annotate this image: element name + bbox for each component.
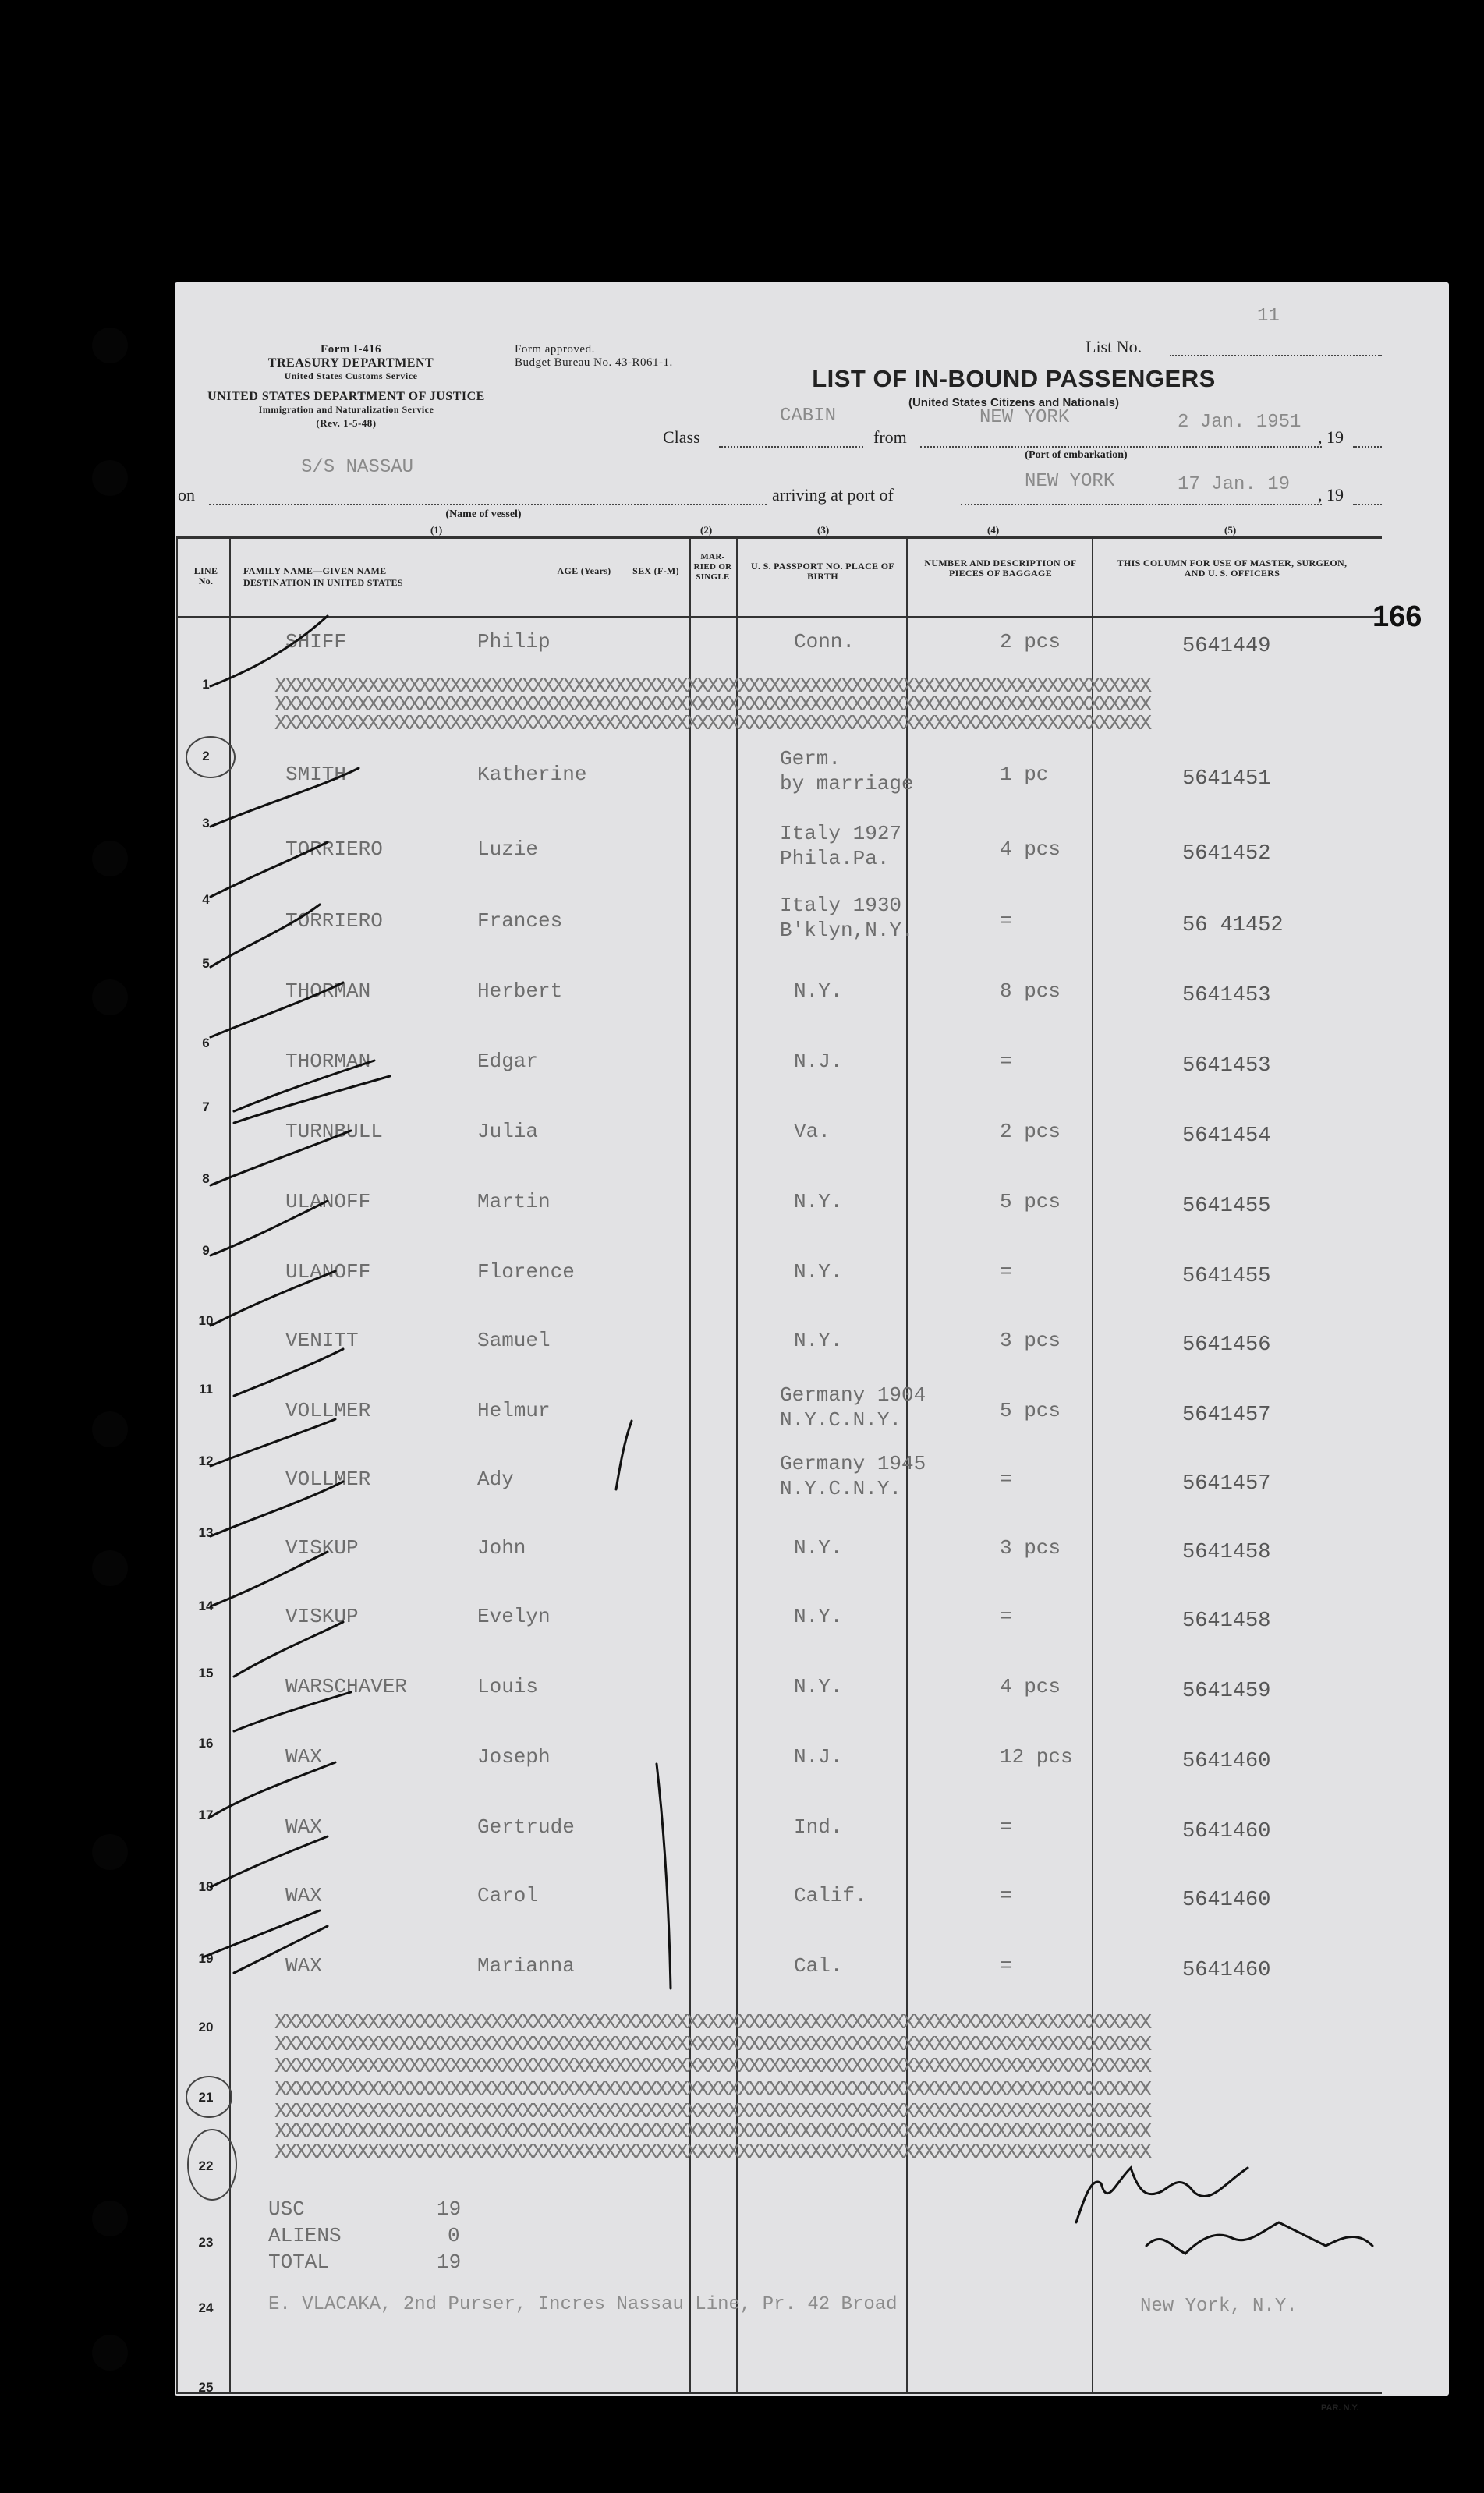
form-approved: Form approved. <box>515 343 595 356</box>
baggage: = <box>1000 1954 1012 1978</box>
check-mark <box>211 1131 351 1185</box>
usc-value: 19 <box>437 2197 462 2221</box>
form-title: LIST OF IN-BOUND PASSENGERS <box>812 365 1216 392</box>
birth-place: Conn. <box>794 630 855 653</box>
family-name: ULANOFF <box>285 1260 371 1284</box>
birth-place-line2: Phila.Pa. <box>780 847 890 870</box>
purser-signature-line: E. VLACAKA, 2nd Purser, Incres Nassau Line, Pr. 42 Broad <box>268 2294 898 2315</box>
col-head-married: MAR-RIED OR SINGLE <box>693 552 732 582</box>
check-mark <box>234 1926 328 1973</box>
strikeout-row: XXXXXXXXXXXXXXXXXXXXXXXXXXXXXXXXXXXXXXXXXXXXXXXXXXXXXXXXXXXXXXXXXXXXXXXXXXXXXXXXXXXXX <box>274 2012 1150 2035</box>
check-mark <box>211 768 359 827</box>
given-name: Edgar <box>477 1050 539 1073</box>
family-name: VOLLMER <box>285 1399 371 1422</box>
page-number: 166 <box>1372 600 1422 633</box>
birth-place: N.Y. <box>794 1536 843 1560</box>
check-mark <box>211 1836 328 1887</box>
check-mark <box>211 905 320 967</box>
given-name: Katherine <box>477 763 587 786</box>
given-name: Martin <box>477 1190 551 1213</box>
line-number: 3 <box>202 816 210 830</box>
from-value: NEW YORK <box>979 407 1070 428</box>
form-number: Form I-416 <box>321 343 381 356</box>
baggage: 1 pc <box>1000 763 1049 786</box>
baggage: = <box>1000 1815 1012 1839</box>
line-number: 19 <box>198 1951 214 1966</box>
officer-number: 5641451 <box>1182 767 1271 791</box>
customs-service: United States Customs Service <box>284 370 418 381</box>
arriving-value: NEW YORK <box>1025 471 1115 492</box>
line-number: 2 <box>202 749 210 763</box>
vessel-value: S/S NASSAU <box>301 457 414 478</box>
line-number: 18 <box>198 1879 214 1894</box>
from-year-suffix: , 19 <box>1318 427 1344 447</box>
given-name: Samuel <box>477 1329 551 1352</box>
strikeout-row: XXXXXXXXXXXXXXXXXXXXXXXXXXXXXXXXXXXXXXXXXXXXXXXXXXXXXXXXXXXXXXXXXXXXXXXXXXXXXXXXXXXXX <box>274 2079 1150 2102</box>
line-number: 6 <box>202 1036 210 1050</box>
class-value: CABIN <box>780 405 837 427</box>
officer-number: 5641453 <box>1182 984 1271 1007</box>
baggage: 4 pcs <box>1000 1675 1061 1698</box>
col-number-3: (3) <box>817 524 830 536</box>
birth-place: Italy 1930 <box>780 894 902 917</box>
officer-number: 5641453 <box>1182 1054 1271 1078</box>
given-name: Florence <box>477 1260 575 1284</box>
col-head-family: FAMILY NAME—GIVEN NAME <box>243 565 387 576</box>
strikeout-row: XXXXXXXXXXXXXXXXXXXXXXXXXXXXXXXXXXXXXXXXXXXXXXXXXXXXXXXXXXXXXXXXXXXXXXXXXXXXXXXXXXXXX <box>274 694 1150 717</box>
line-number: 21 <box>198 2090 214 2105</box>
birth-place: N.Y. <box>794 1605 843 1628</box>
given-name: Luzie <box>477 837 539 861</box>
vessel-caption: (Name of vessel) <box>445 508 522 520</box>
birth-place-line2: by marriage <box>780 772 914 795</box>
strikeout-row: XXXXXXXXXXXXXXXXXXXXXXXXXXXXXXXXXXXXXXXXXXXXXXXXXXXXXXXXXXXXXXXXXXXXXXXXXXXXXXXXXXXXX <box>274 2034 1150 2057</box>
family-name: THORMAN <box>285 1050 371 1073</box>
strikeout-row: XXXXXXXXXXXXXXXXXXXXXXXXXXXXXXXXXXXXXXXXXXXXXXXXXXXXXXXXXXXXXXXXXXXXXXXXXXXXXXXXXXXXX <box>274 2056 1150 2079</box>
line-number: 25 <box>198 2380 214 2395</box>
family-name: VISKUP <box>285 1605 359 1628</box>
birth-place: N.Y. <box>794 1260 843 1284</box>
check-mark <box>234 1622 343 1677</box>
given-name: Philip <box>477 630 551 653</box>
family-name: THORMAN <box>285 979 371 1003</box>
birth-place: N.J. <box>794 1745 843 1769</box>
initials-scrawl <box>1076 2168 1248 2222</box>
col-head-baggage: NUMBER AND DESCRIPTION OF PIECES OF BAGGAGE <box>924 558 1077 579</box>
form-subtitle: (United States Citizens and Nationals) <box>908 396 1120 409</box>
family-name: SHIFF <box>285 630 347 653</box>
treasury-dept: TREASURY DEPARTMENT <box>267 356 434 370</box>
given-name: Evelyn <box>477 1605 551 1628</box>
baggage: 12 pcs <box>1000 1745 1073 1769</box>
total-label: TOTAL <box>268 2250 330 2274</box>
officer-number: 5641457 <box>1182 1404 1271 1427</box>
aliens-value: 0 <box>448 2224 460 2247</box>
bracket-line <box>657 1764 671 1988</box>
baggage: = <box>1000 1468 1012 1491</box>
purser-city: New York, N.Y. <box>1140 2296 1298 2317</box>
baggage: = <box>1000 1884 1012 1907</box>
col-head-line: LINE No. <box>193 565 218 586</box>
family-name: VOLLMER <box>285 1468 371 1491</box>
list-no-label: List No. <box>1086 337 1142 356</box>
given-name: Gertrude <box>477 1815 575 1839</box>
baggage: 4 pcs <box>1000 837 1061 861</box>
col-head-destination: DESTINATION IN UNITED STATES <box>243 577 403 588</box>
col-number-5: (5) <box>1224 524 1237 536</box>
birth-place: N.Y. <box>794 1329 843 1352</box>
top-mark: 11 <box>1257 306 1280 327</box>
family-name: TORRIERO <box>285 909 383 933</box>
col-head-officers: THIS COLUMN FOR USE OF MASTER, SURGEON, AND U. S. OFFICERS <box>1117 558 1348 579</box>
birth-place: Germany 1904 <box>780 1383 926 1407</box>
birth-place: Ind. <box>794 1815 843 1839</box>
baggage: 5 pcs <box>1000 1190 1061 1213</box>
baggage: 2 pcs <box>1000 630 1061 653</box>
initials-scrawl <box>1146 2222 1372 2254</box>
birth-place: Germany 1945 <box>780 1452 926 1475</box>
line-number: 13 <box>198 1525 214 1540</box>
check-mark <box>211 1482 343 1536</box>
birth-place-line2: N.Y.C.N.Y. <box>780 1477 902 1500</box>
baggage: = <box>1000 1050 1012 1073</box>
birth-place: N.J. <box>794 1050 843 1073</box>
col-head-passport: U. S. PASSPORT NO. PLACE OF BIRTH <box>751 561 894 582</box>
check-mark <box>211 842 328 897</box>
col-number-4: (4) <box>987 524 1000 536</box>
officer-number: 5641449 <box>1182 635 1271 658</box>
line-number: 1 <box>202 677 210 692</box>
birth-place-line2: N.Y.C.N.Y. <box>780 1408 902 1432</box>
given-name: John <box>477 1536 526 1560</box>
check-mark <box>211 983 343 1037</box>
on-label: on <box>178 485 195 505</box>
birth-place: Cal. <box>794 1954 843 1978</box>
check-mark <box>211 1552 328 1606</box>
officer-number: 56 41452 <box>1182 914 1284 937</box>
line-number: 5 <box>202 956 210 971</box>
line-number: 22 <box>198 2158 214 2173</box>
total-value: 19 <box>437 2250 462 2274</box>
check-mark <box>211 1201 328 1255</box>
strikeout-row: XXXXXXXXXXXXXXXXXXXXXXXXXXXXXXXXXXXXXXXXXXXXXXXXXXXXXXXXXXXXXXXXXXXXXXXXXXXXXXXXXXXXX <box>274 2121 1150 2144</box>
given-name: Helmur <box>477 1399 551 1422</box>
given-name: Carol <box>477 1884 539 1907</box>
given-name: Herbert <box>477 979 563 1003</box>
check-mark <box>211 1419 335 1466</box>
class-label: Class <box>663 427 700 447</box>
line-number: 8 <box>202 1171 210 1186</box>
check-mark <box>234 1349 343 1396</box>
given-name: Louis <box>477 1675 539 1698</box>
birth-place: Va. <box>794 1120 831 1143</box>
strikeout-row: XXXXXXXXXXXXXXXXXXXXXXXXXXXXXXXXXXXXXXXXXXXXXXXXXXXXXXXXXXXXXXXXXXXXXXXXXXXXXXXXXXXXX <box>274 675 1150 699</box>
justice-dept: UNITED STATES DEPARTMENT OF JUSTICE <box>207 390 485 403</box>
line-number: 11 <box>199 1382 213 1397</box>
birth-place: Calif. <box>794 1884 867 1907</box>
check-mark <box>211 1271 335 1326</box>
line-number: 24 <box>198 2300 214 2315</box>
officer-number: 5641460 <box>1182 1959 1271 1982</box>
line-number: 10 <box>198 1313 214 1328</box>
from-date: 2 Jan. 1951 <box>1178 412 1302 433</box>
given-name: Joseph <box>477 1745 551 1769</box>
col-head-sex: SEX (F-M) <box>632 565 679 576</box>
check-mark <box>211 616 328 686</box>
family-name: ULANOFF <box>285 1190 371 1213</box>
line-number: 17 <box>198 1808 214 1822</box>
col-head-age: AGE (Years) <box>557 565 611 576</box>
line-number: 14 <box>198 1599 214 1613</box>
revision: (Rev. 1-5-48) <box>316 417 377 429</box>
officer-number: 5641455 <box>1182 1195 1271 1218</box>
given-name: Marianna <box>477 1954 575 1978</box>
family-name: TORRIERO <box>285 837 383 861</box>
birth-place-line2: B'klyn,N.Y. <box>780 919 914 942</box>
baggage: = <box>1000 909 1012 933</box>
line-number: 15 <box>198 1666 214 1680</box>
family-name: SMITH <box>285 763 347 786</box>
check-mark <box>234 1076 390 1123</box>
line-number: 9 <box>202 1243 210 1258</box>
family-name: WAX <box>285 1884 322 1907</box>
line-number: 23 <box>198 2235 214 2250</box>
line-number: 12 <box>198 1454 214 1468</box>
family-name: WAX <box>285 1745 322 1769</box>
baggage: 3 pcs <box>1000 1536 1061 1560</box>
strikeout-row: XXXXXXXXXXXXXXXXXXXXXXXXXXXXXXXXXXXXXXXXXXXXXXXXXXXXXXXXXXXXXXXXXXXXXXXXXXXXXXXXXXXXX <box>274 2101 1150 2124</box>
given-name: Julia <box>477 1120 539 1143</box>
baggage: = <box>1000 1260 1012 1284</box>
strikeout-row: XXXXXXXXXXXXXXXXXXXXXXXXXXXXXXXXXXXXXXXXXXXXXXXXXXXXXXXXXXXXXXXXXXXXXXXXXXXXXXXXXXXXX <box>274 713 1150 736</box>
aliens-label: ALIENS <box>268 2224 342 2247</box>
birth-place: N.Y. <box>794 1675 843 1698</box>
officer-number: 5641456 <box>1182 1333 1271 1357</box>
family-name: VISKUP <box>285 1536 359 1560</box>
from-label: from <box>873 427 907 447</box>
arriving-year-suffix: , 19 <box>1318 485 1344 505</box>
line-number: 4 <box>202 892 210 907</box>
col-number-1: (1) <box>430 524 443 536</box>
family-name: WAX <box>285 1954 322 1978</box>
baggage: 5 pcs <box>1000 1399 1061 1422</box>
baggage: 3 pcs <box>1000 1329 1061 1352</box>
family-name: VENITT <box>285 1329 359 1352</box>
given-name: Frances <box>477 909 563 933</box>
family-name: TURNBULL <box>285 1120 383 1143</box>
family-name: WAX <box>285 1815 322 1839</box>
arriving-label: arriving at port of <box>772 485 894 505</box>
check-mark <box>234 1692 351 1731</box>
baggage: 8 pcs <box>1000 979 1061 1003</box>
check-mark <box>203 1910 320 1957</box>
officer-number: 5641457 <box>1182 1472 1271 1496</box>
given-name: Ady <box>477 1468 514 1491</box>
officer-number: 5641460 <box>1182 1889 1271 1912</box>
family-name: WARSCHAVER <box>285 1675 408 1698</box>
officer-number: 5641459 <box>1182 1680 1271 1703</box>
port-embarkation-caption: (Port of embarkation) <box>1025 449 1128 461</box>
officer-number: 5641458 <box>1182 1541 1271 1564</box>
line-number: 20 <box>198 2020 214 2034</box>
baggage: = <box>1000 1605 1012 1628</box>
bracket-line <box>616 1421 632 1489</box>
birth-place: N.Y. <box>794 1190 843 1213</box>
col-number-2: (2) <box>700 524 713 536</box>
officer-number: 5641454 <box>1182 1124 1271 1148</box>
line-number: 16 <box>198 1736 214 1751</box>
strikeout-row: XXXXXXXXXXXXXXXXXXXXXXXXXXXXXXXXXXXXXXXXXXXXXXXXXXXXXXXXXXXXXXXXXXXXXXXXXXXXXXXXXXXXX <box>274 2141 1150 2165</box>
check-mark <box>211 1762 335 1817</box>
officer-number: 5641458 <box>1182 1609 1271 1633</box>
birth-place: N.Y. <box>794 979 843 1003</box>
budget-bureau: Budget Bureau No. 43-R061-1. <box>515 356 673 369</box>
ins-service: Immigration and Naturalization Service <box>258 404 434 415</box>
line-number: 7 <box>202 1100 210 1114</box>
printer-mark: PAR. N.Y. <box>1321 2403 1359 2413</box>
birth-place: Italy 1927 <box>780 822 902 845</box>
officer-number: 5641455 <box>1182 1265 1271 1288</box>
officer-number: 5641460 <box>1182 1820 1271 1843</box>
birth-place: Germ. <box>780 747 841 770</box>
arriving-date: 17 Jan. 19 <box>1178 474 1291 495</box>
usc-label: USC <box>268 2197 305 2221</box>
officer-number: 5641452 <box>1182 842 1271 866</box>
baggage: 2 pcs <box>1000 1120 1061 1143</box>
officer-number: 5641460 <box>1182 1750 1271 1773</box>
